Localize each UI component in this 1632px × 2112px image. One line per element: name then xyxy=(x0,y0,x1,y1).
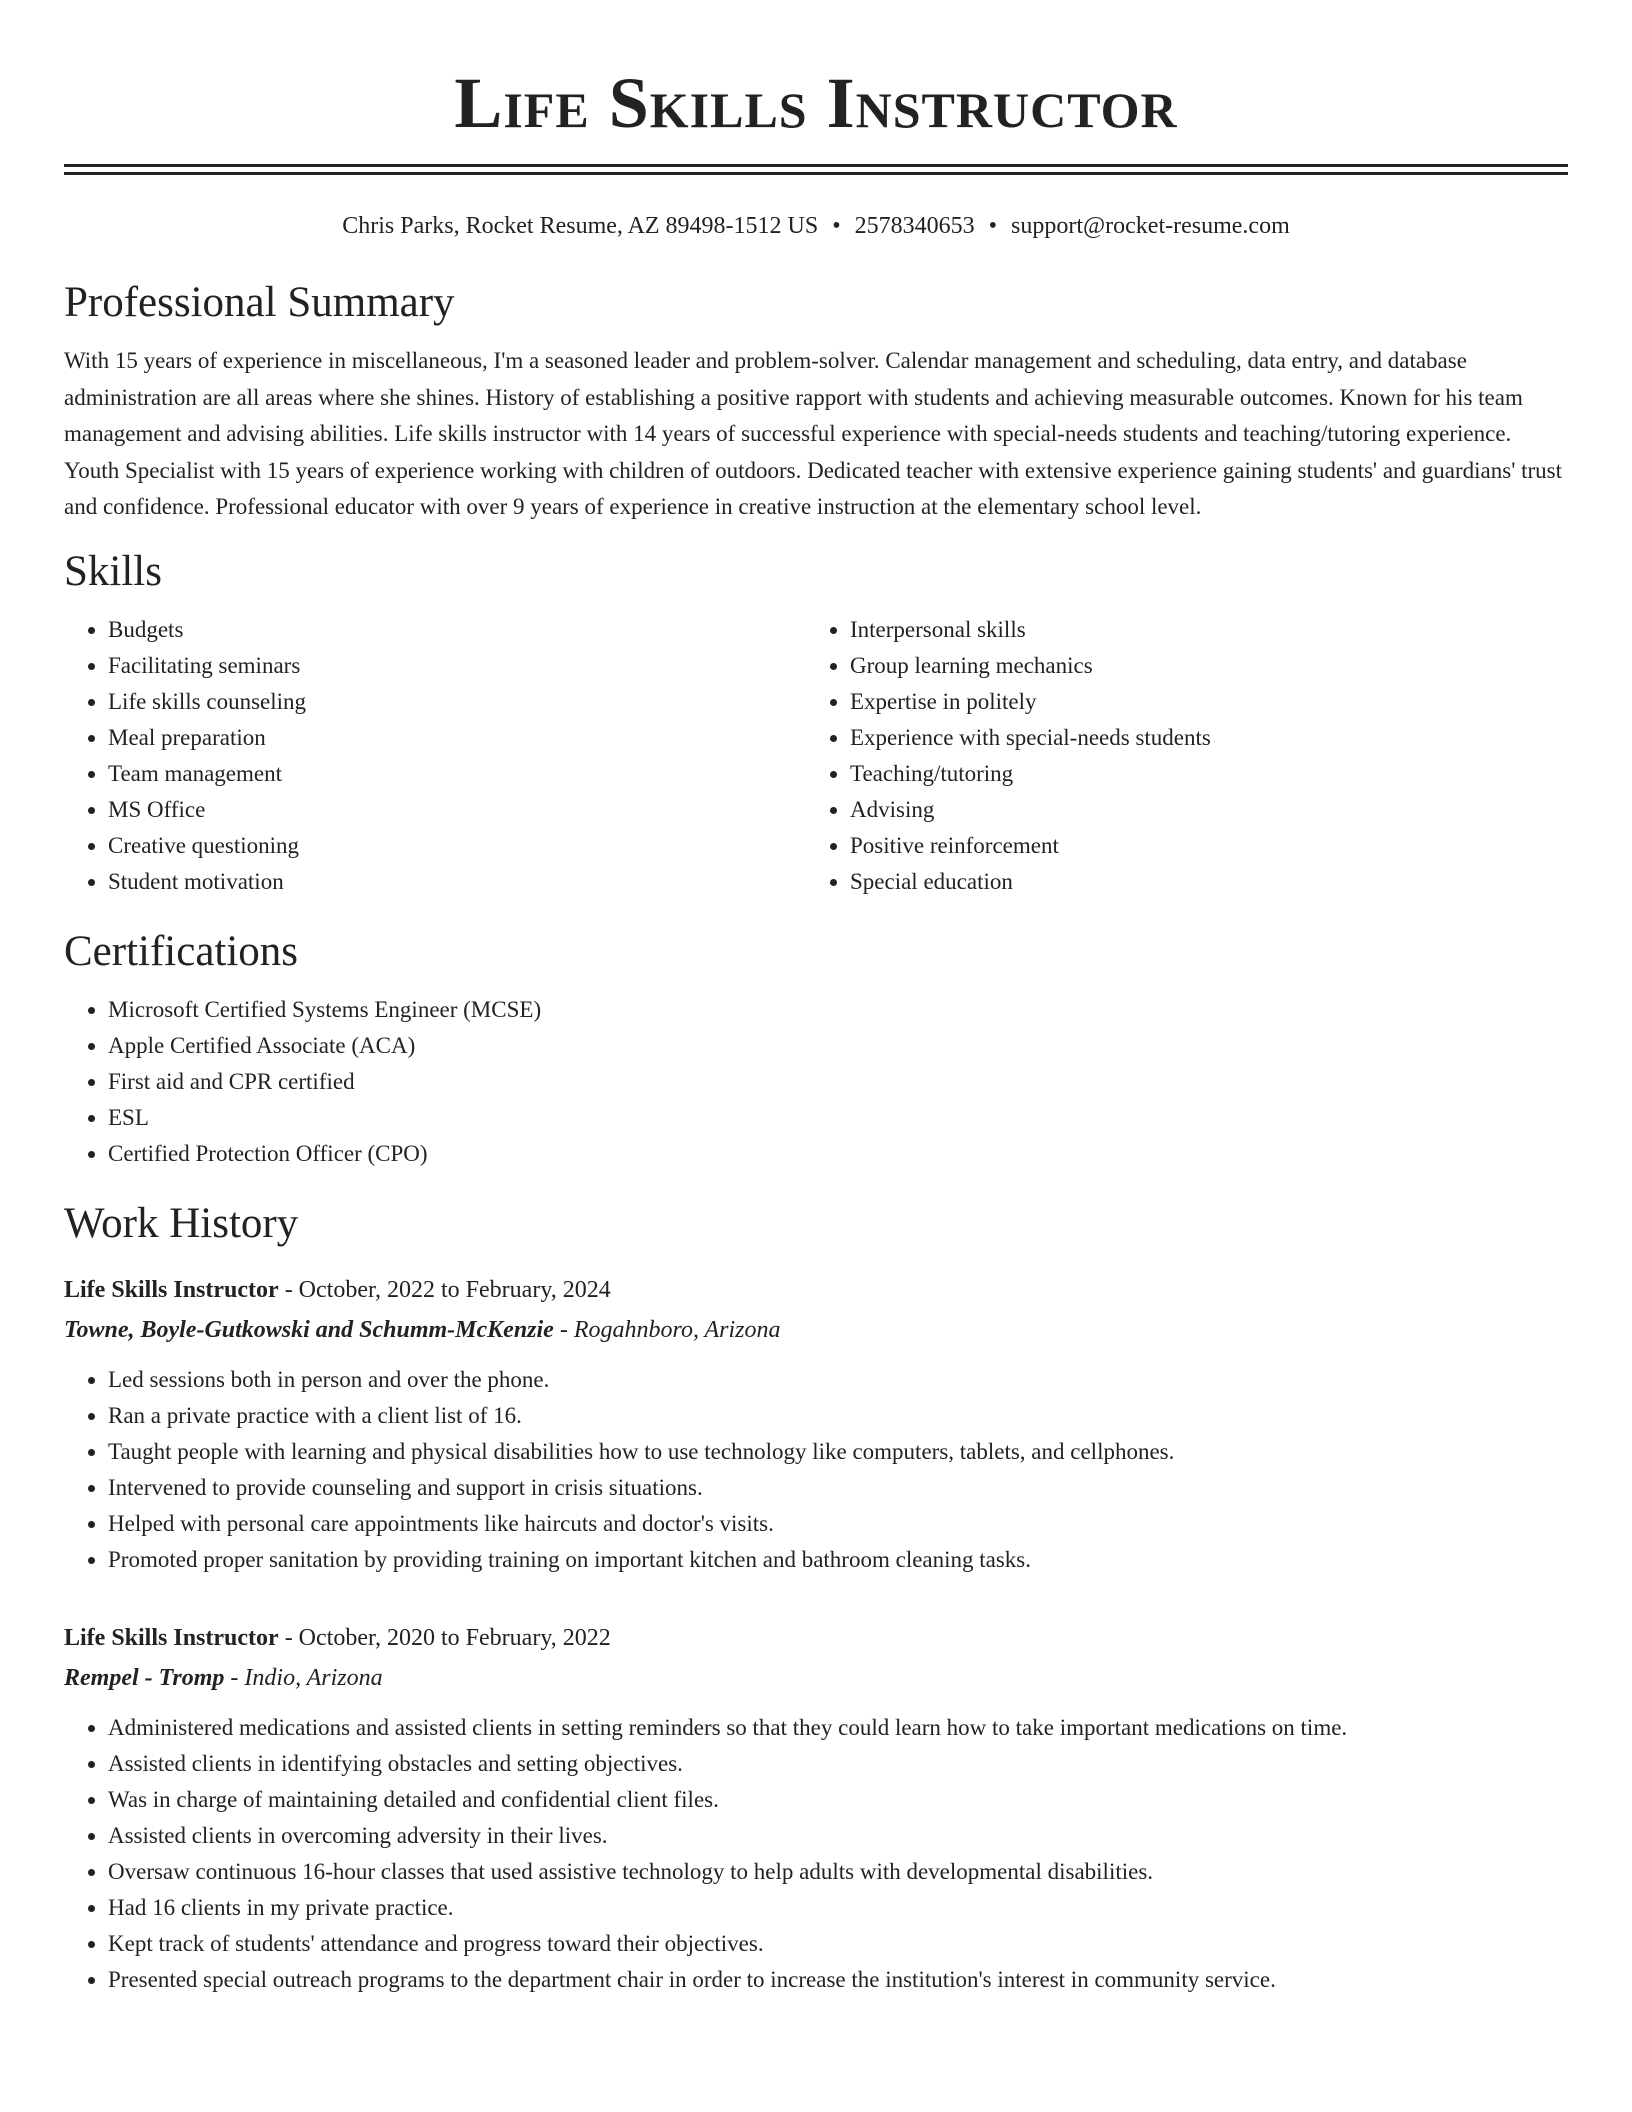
contact-separator: • xyxy=(832,213,841,239)
certifications-heading: Certifications xyxy=(64,927,299,975)
skill-item: • Experience with special-needs students xyxy=(850,720,1548,756)
job-title-line xyxy=(64,1618,1568,1658)
header-divider-bottom xyxy=(64,172,1568,175)
job-title: Life Skills Instructor xyxy=(64,1624,279,1651)
skills-column-right xyxy=(806,612,1548,900)
job-bullet: • Promoted proper sanitation by providing training on important kitchen and bathroom cleaning tasks. xyxy=(108,1542,1568,1578)
certification-item: • First aid and CPR certified xyxy=(108,1064,1568,1100)
contact-line xyxy=(64,211,1568,241)
skills-heading: Skills xyxy=(64,547,162,595)
job-location: - Indio, Arizona xyxy=(224,1664,383,1691)
job-bullet: • Had 16 clients in my private practice. xyxy=(108,1890,1568,1926)
certification-item: • Certified Protection Officer (CPO) xyxy=(108,1136,1568,1172)
skill-item: • Expertise in politely xyxy=(850,684,1548,720)
job-company-line xyxy=(64,1658,1568,1698)
job-bullet: • Intervened to provide counseling and support in crisis situations. xyxy=(108,1470,1568,1506)
summary-heading: Professional Summary xyxy=(64,279,455,326)
skills-list-right xyxy=(806,612,1548,900)
skill-item: • Interpersonal skills xyxy=(850,612,1548,648)
skill-item: • Life skills counseling xyxy=(108,684,806,720)
skill-item: • Teaching/tutoring xyxy=(850,756,1548,792)
certifications-list xyxy=(64,992,1568,1172)
skills-grid xyxy=(64,612,1568,900)
job-title: Life Skills Instructor xyxy=(64,1276,279,1303)
certification-item: • Apple Certified Associate (ACA) xyxy=(108,1028,1568,1064)
summary-text: With 15 years of experience in miscellaneous, I'm a seasoned leader and problem-solver. Calendar management and scheduling, data entry, and database administration are all areas where she shines. History of establishing a positive rapport with students and achieving measurable outcomes. Known for his team management and advising abilities. Life skills instructor with 14 years of successful experience with special-needs students and teaching/tutoring experience. Youth Specialist with 15 years of experience working with children of outdoors. Dedicated teacher with extensive experience gaining students' and guardians' trust and confidence. Professional educator with over 9 years of experience in creative instruction at the elementary school level. xyxy=(64,348,1562,520)
job-bullets xyxy=(64,1362,1568,1578)
job-bullet: • Helped with personal care appointments like haircuts and doctor's visits. xyxy=(108,1506,1568,1542)
skill-item: • Special education xyxy=(850,864,1548,900)
job-bullet: • Presented special outreach programs to the department chair in order to increase the institution's interest in community service. xyxy=(108,1962,1568,1998)
skill-item: • MS Office xyxy=(108,792,806,828)
job-company: Rempel - Tromp xyxy=(64,1664,225,1691)
job-entry xyxy=(64,1618,1568,1998)
skill-item: • Facilitating seminars xyxy=(108,648,806,684)
skill-item: • Team management xyxy=(108,756,806,792)
page-title: Life Skills Instructor xyxy=(454,63,1178,143)
contact-address: Chris Parks, Rocket Resume, AZ 89498-1512 US xyxy=(342,213,819,239)
job-bullet: • Was in charge of maintaining detailed and confidential client files. xyxy=(108,1782,1568,1818)
job-bullet: • Assisted clients in identifying obstacles and setting objectives. xyxy=(108,1746,1568,1782)
job-bullet: • Led sessions both in person and over the phone. xyxy=(108,1362,1568,1398)
job-company: Towne, Boyle-Gutkowski and Schumm-McKenzie xyxy=(64,1316,554,1343)
contact-email: support@rocket-resume.com xyxy=(1011,213,1290,239)
contact-separator: • xyxy=(988,213,998,239)
job-bullet: • Taught people with learning and physical disabilities how to use technology like computers, tablets, and cellphones. xyxy=(108,1434,1568,1470)
job-dates: - October, 2020 to February, 2022 xyxy=(278,1624,611,1651)
skills-column-left xyxy=(64,612,806,900)
job-location: - Rogahnboro, Arizona xyxy=(553,1316,781,1343)
skill-item: • Meal preparation xyxy=(108,720,806,756)
contact-phone: 2578340653 xyxy=(854,213,975,239)
job-dates: - October, 2022 to February, 2024 xyxy=(278,1276,611,1303)
skill-item: • Positive reinforcement xyxy=(850,828,1548,864)
job-bullet: • Administered medications and assisted clients in setting reminders so that they could learn how to take important medications on time. xyxy=(108,1710,1568,1746)
skill-item: • Budgets xyxy=(108,612,806,648)
skill-item: • Creative questioning xyxy=(108,828,806,864)
job-title-line xyxy=(64,1270,1568,1310)
certification-item: • ESL xyxy=(108,1100,1568,1136)
skill-item: • Advising xyxy=(850,792,1548,828)
job-company-line xyxy=(64,1310,1568,1350)
work-history xyxy=(64,1270,1568,1998)
job-entry xyxy=(64,1270,1568,1578)
job-bullet: • Oversaw continuous 16-hour classes that used assistive technology to help adults with developmental disabilities. xyxy=(108,1854,1568,1890)
skill-item: • Group learning mechanics xyxy=(850,648,1548,684)
skill-item: • Student motivation xyxy=(108,864,806,900)
certification-item: • Microsoft Certified Systems Engineer (MCSE) xyxy=(108,992,1568,1028)
work-history-heading: Work History xyxy=(64,1199,299,1247)
job-bullet: • Ran a private practice with a client list of 16. xyxy=(108,1398,1568,1434)
skills-list-left xyxy=(64,612,806,900)
job-bullets xyxy=(64,1710,1568,1998)
header-divider-top xyxy=(64,164,1568,167)
job-bullet: • Assisted clients in overcoming adversity in their lives. xyxy=(108,1818,1568,1854)
job-bullet: • Kept track of students' attendance and progress toward their objectives. xyxy=(108,1926,1568,1962)
